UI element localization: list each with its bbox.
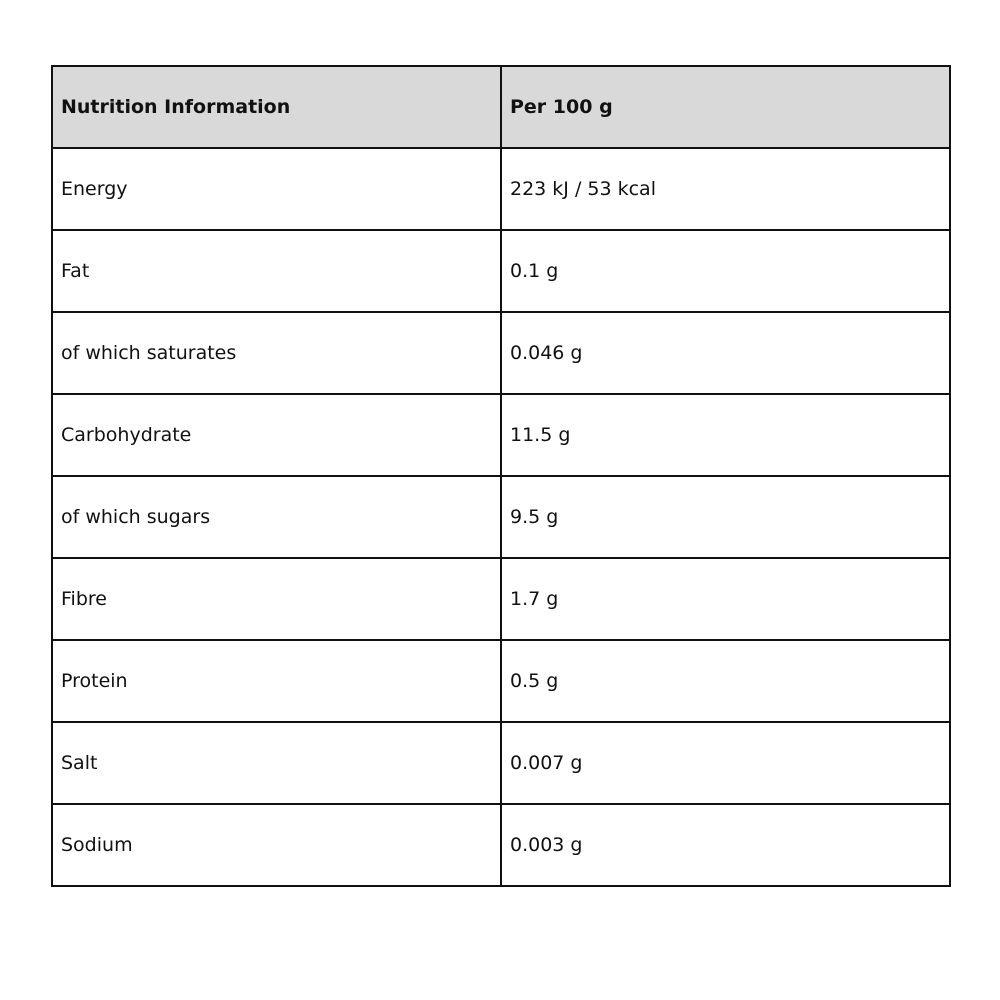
table-row <box>52 312 950 394</box>
nutrient-label: Salt <box>52 722 501 804</box>
nutrient-value: 11.5 g <box>501 394 950 476</box>
nutrient-value: 0.003 g <box>501 804 950 886</box>
nutrient-value: 0.1 g <box>501 230 950 312</box>
nutrient-value: 0.5 g <box>501 640 950 722</box>
header-nutrient-column: Nutrition Information <box>52 66 501 148</box>
table-row <box>52 558 950 640</box>
nutrient-label: Protein <box>52 640 501 722</box>
table-row <box>52 722 950 804</box>
nutrient-label: Fibre <box>52 558 501 640</box>
nutrient-label: Fat <box>52 230 501 312</box>
nutrient-label: of which sugars <box>52 476 501 558</box>
nutrition-table <box>51 65 951 887</box>
nutrient-label: Sodium <box>52 804 501 886</box>
nutrient-value: 0.007 g <box>501 722 950 804</box>
table-row <box>52 230 950 312</box>
table-row <box>52 148 950 230</box>
table-header-row <box>52 66 950 148</box>
nutrient-value: 9.5 g <box>501 476 950 558</box>
nutrient-label: of which saturates <box>52 312 501 394</box>
nutrient-value: 0.046 g <box>501 312 950 394</box>
table-row <box>52 804 950 886</box>
table-row <box>52 476 950 558</box>
table-row <box>52 394 950 476</box>
nutrient-value: 223 kJ / 53 kcal <box>501 148 950 230</box>
table-row <box>52 640 950 722</box>
nutrient-label: Energy <box>52 148 501 230</box>
nutrient-value: 1.7 g <box>501 558 950 640</box>
header-per-100g-column: Per 100 g <box>501 66 950 148</box>
nutrient-label: Carbohydrate <box>52 394 501 476</box>
